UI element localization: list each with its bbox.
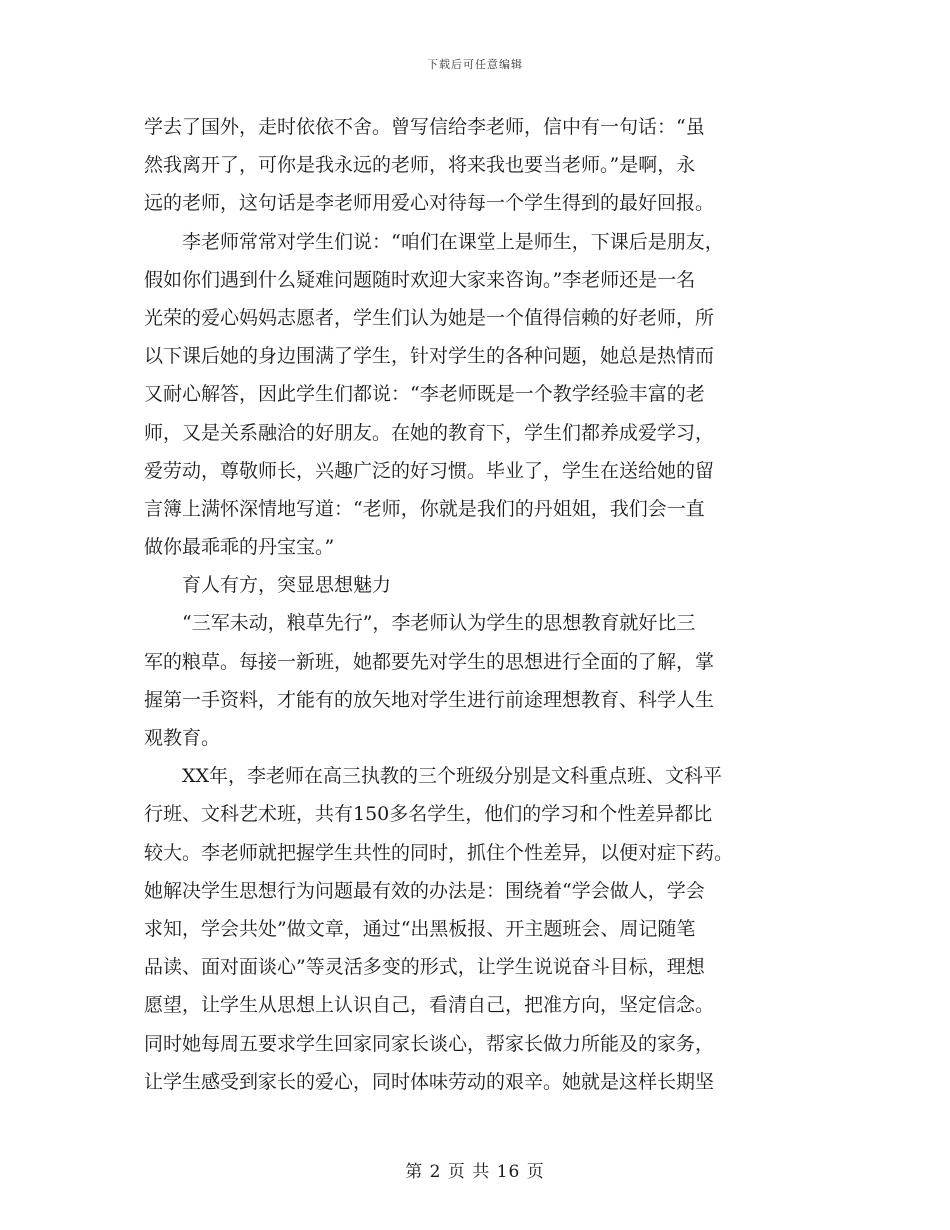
text-line: 光荣的爱心妈妈志愿者，学生们认为她是一个值得信赖的好老师，所 [144, 306, 715, 329]
text-line: 让学生感受到家长的爱心，同时体味劳动的艰辛。她就是这样长期坚 [144, 1070, 715, 1093]
text-line: 较大。李老师就把握学生共性的同时，抓住个性差异，以便对症下药。 [144, 841, 734, 864]
text-line: 学去了国外，走时依依不舍。曾写信给李老师，信中有一句话：“虽 [144, 116, 705, 138]
text-line: 观教育。 [144, 727, 221, 749]
text-line: 同时她每周五要求学生回家同家长谈心，帮家长做力所能及的家务， [144, 1032, 715, 1055]
document-body [144, 108, 808, 1101]
text-line: 以下课后她的身边围满了学生，针对学生的各种问题，她总是热情而 [144, 345, 715, 368]
section-heading: 育人有方，突显思想魅力 [144, 574, 392, 597]
text-line: 又耐心解答，因此学生们都说：“李老师既是一个教学经验丰富的老 [144, 383, 705, 406]
text-line: 她解决学生思想行为问题最有效的办法是：围绕着“学会做人，学会 [144, 879, 705, 902]
text-line: 假如你们遇到什么疑难问题随时欢迎大家来咨询。”李老师还是一名 [144, 268, 696, 291]
text-line: “三军未动，粮草先行”，李老师认为学生的思想教育就好比三 [144, 612, 696, 635]
text-line: 师，又是关系融洽的好朋友。在她的教育下，学生们都养成爱学习， [144, 421, 715, 444]
text-line: 愿望，让学生从思想上认识自己，看清自己，把准方向，坚定信念。 [144, 994, 715, 1017]
text-line: 军的粮草。每接一新班，她都要先对学生的思想进行全面的了解，掌 [144, 650, 715, 673]
text-line: XX年，李老师在高三执教的三个班级分别是文科重点班、文科平 [144, 765, 723, 788]
text-line: 品读、面对面谈心”等灵活多变的形式，让学生说说奋斗目标，理想 [144, 956, 705, 979]
page-number-footer: 第 2 页 共 16 页 [405, 1162, 545, 1182]
text-line: 做你最乖乖的丹宝宝。” [144, 536, 335, 559]
text-line: 握第一手资料，才能有的放矢地对学生进行前途理想教育、科学人生 [144, 688, 715, 711]
text-line: 然我离开了，可你是我永远的老师，将来我也要当老师。”是啊，永 [144, 154, 696, 177]
text-line: 行班、文科艺术班，共有150多名学生，他们的学习和个性差异都比 [144, 803, 713, 826]
text-line: 远的老师，这句话是李老师用爱心对待每一个学生得到的最好回报。 [144, 192, 715, 215]
page-header: 下载后可任意编辑 [427, 58, 523, 71]
text-line: 求知，学会共处”做文章，通过“出黑板报、开主题班会、周记随笔 [144, 917, 696, 940]
text-line: 李老师常常对学生们说：“咱们在课堂上是师生，下课后是朋友， [144, 230, 724, 253]
text-line: 言簿上满怀深情地写道：“老师，你就是我们的丹姐姐，我们会一直 [144, 497, 705, 520]
text-line: 爱劳动，尊敬师长，兴趣广泛的好习惯。毕业了，学生在送给她的留 [144, 459, 715, 482]
